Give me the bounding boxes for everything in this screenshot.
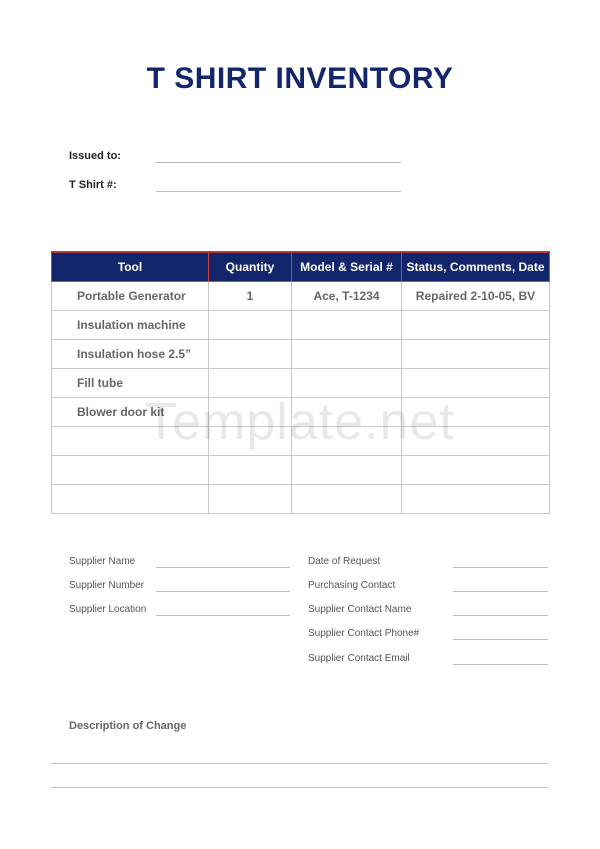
table-row (52, 398, 550, 427)
quantity-cell[interactable] (209, 311, 292, 340)
purchasing-contact-line[interactable] (453, 591, 548, 592)
table-header-row (52, 252, 550, 282)
model-serial-cell[interactable] (292, 485, 402, 514)
supplier-name-field (69, 556, 291, 572)
supplier-name-line[interactable] (156, 567, 290, 568)
supplier-location-line[interactable] (156, 615, 290, 616)
header-status-comments-date: Status, Comments, Date (402, 252, 550, 282)
tool-cell[interactable]: Blower door kit (52, 398, 209, 427)
quantity-cell[interactable] (209, 369, 292, 398)
header-model-serial: Model & Serial # (292, 252, 402, 282)
supplier-location-field (69, 604, 291, 620)
model-serial-cell[interactable] (292, 311, 402, 340)
status-cell[interactable] (402, 427, 550, 456)
page-title: T SHIRT INVENTORY (146, 62, 454, 95)
table-row (52, 456, 550, 485)
description-of-change-label: Description of Change (69, 720, 187, 732)
supplier-number-line[interactable] (156, 591, 290, 592)
status-cell[interactable] (402, 369, 550, 398)
status-cell[interactable]: Repaired 2-10-05, BV (402, 282, 550, 311)
supplier-location-label: Supplier Location (69, 604, 147, 615)
supplier-number-label: Supplier Number (69, 580, 145, 591)
table-row (52, 369, 550, 398)
supplier-contact-phone-field (308, 628, 549, 644)
tshirt-number-label: T Shirt #: (69, 179, 117, 191)
supplier-contact-phone-line[interactable] (453, 639, 548, 640)
table-row (52, 340, 550, 369)
header-quantity: Quantity (209, 252, 292, 282)
tool-cell[interactable]: Insulation hose 2.5” (52, 340, 209, 369)
quantity-cell[interactable] (209, 398, 292, 427)
quantity-cell[interactable] (209, 427, 292, 456)
table-row (52, 311, 550, 340)
supplier-name-label: Supplier Name (69, 556, 136, 567)
tool-cell[interactable]: Portable Generator (52, 282, 209, 311)
date-of-request-line[interactable] (453, 567, 548, 568)
quantity-cell[interactable] (209, 485, 292, 514)
supplier-contact-name-line[interactable] (453, 615, 548, 616)
tshirt-number-input-line[interactable] (156, 191, 401, 192)
tool-cell[interactable] (52, 427, 209, 456)
supplier-number-field (69, 580, 291, 596)
tool-cell[interactable] (52, 456, 209, 485)
model-serial-cell[interactable] (292, 340, 402, 369)
quantity-cell[interactable] (209, 456, 292, 485)
tool-cell[interactable]: Fill tube (52, 369, 209, 398)
status-cell[interactable] (402, 311, 550, 340)
purchasing-contact-field (308, 580, 549, 596)
model-serial-cell[interactable] (292, 427, 402, 456)
description-line[interactable] (51, 763, 548, 764)
inventory-table (51, 251, 550, 514)
model-serial-cell[interactable] (292, 456, 402, 485)
model-serial-cell[interactable] (292, 398, 402, 427)
table-row (52, 427, 550, 456)
date-of-request-field (308, 556, 549, 572)
header-tool: Tool (52, 252, 209, 282)
quantity-cell[interactable]: 1 (209, 282, 292, 311)
description-line[interactable] (51, 787, 548, 788)
model-serial-cell[interactable]: Ace, T-1234 (292, 282, 402, 311)
table-row (52, 282, 550, 311)
table-row (52, 485, 550, 514)
supplier-contact-phone-label: Supplier Contact Phone# (308, 628, 420, 639)
supplier-contact-name-label: Supplier Contact Name (308, 604, 412, 615)
date-of-request-label: Date of Request (308, 556, 381, 567)
watermark: Template.net (145, 393, 455, 451)
quantity-cell[interactable] (209, 340, 292, 369)
status-cell[interactable] (402, 340, 550, 369)
status-cell[interactable] (402, 398, 550, 427)
status-cell[interactable] (402, 456, 550, 485)
purchasing-contact-label: Purchasing Contact (308, 580, 396, 591)
supplier-contact-email-field (308, 653, 549, 669)
supplier-contact-email-label: Supplier Contact Email (308, 653, 410, 664)
issued-to-label: Issued to: (69, 150, 121, 162)
tool-cell[interactable]: Insulation machine (52, 311, 209, 340)
supplier-contact-email-line[interactable] (453, 664, 548, 665)
status-cell[interactable] (402, 485, 550, 514)
supplier-contact-name-field (308, 604, 549, 620)
tool-cell[interactable] (52, 485, 209, 514)
model-serial-cell[interactable] (292, 369, 402, 398)
issued-to-input-line[interactable] (156, 162, 401, 163)
